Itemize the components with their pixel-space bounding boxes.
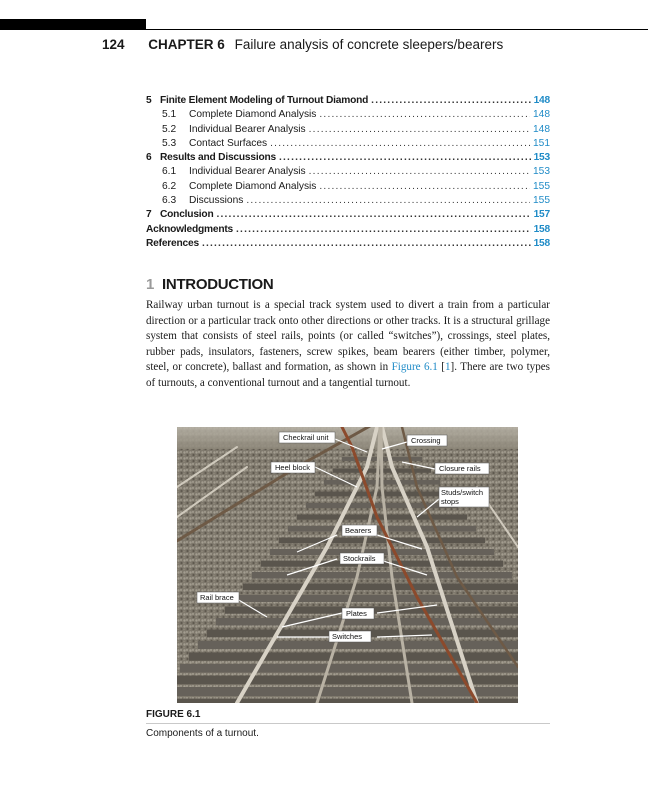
toc-entry-label: Discussions xyxy=(189,195,244,207)
toc-entry-label: References xyxy=(146,237,199,249)
toc-entry-page[interactable]: 148 xyxy=(533,123,550,135)
toc-entry[interactable] xyxy=(146,208,550,222)
toc-leader-dots xyxy=(371,94,530,108)
label-closure-rails: Closure rails xyxy=(439,464,481,473)
label-rail-brace: Rail brace xyxy=(200,593,234,602)
toc-entry-number: 6.2 xyxy=(162,180,177,192)
toc-entry-number: 7 xyxy=(146,209,152,221)
label-plates: Plates xyxy=(346,609,367,618)
toc-entry[interactable] xyxy=(146,151,550,165)
bearer xyxy=(297,515,467,520)
toc-entry-page[interactable]: 158 xyxy=(533,223,550,235)
toc-leader-dots xyxy=(309,165,530,179)
figure-caption xyxy=(146,709,550,739)
toc-entry-page[interactable]: 155 xyxy=(533,195,550,207)
toc-entry[interactable] xyxy=(146,137,550,151)
chapter-title: Failure analysis of concrete sleepers/bearers xyxy=(234,37,504,52)
toc-leader-dots xyxy=(319,180,530,194)
bearer xyxy=(189,653,518,661)
toc-entry-label: Individual Bearer Analysis xyxy=(189,123,306,135)
running-header xyxy=(102,37,503,52)
toc-entry-number: 5 xyxy=(146,95,152,106)
toc-entry-page[interactable]: 148 xyxy=(533,95,550,106)
intro-paragraph: Railway urban turnout is a special track system used to divert a train from a particular direction or a particular track onto other directions or other tracks. It is a structural grillage system that consists of steel rails, points (or called “switches”), crossings, steel plates, rubber pads, insulators, fasteners, screw spikes, beam bearers (either timber, polymer, steel, or concrete), ballast and formation, as shown in Figure 6.1 [1]. There are two types of turnouts, a conventional turnout and a tangential turnout. xyxy=(146,299,551,389)
toc-entry[interactable] xyxy=(146,108,550,122)
toc-entry-page[interactable]: 158 xyxy=(533,237,550,249)
toc-entry-label: Individual Bearer Analysis xyxy=(189,166,306,178)
toc-entry[interactable] xyxy=(146,194,550,208)
turnout-photo xyxy=(177,427,518,703)
toc-entry-label: Contact Surfaces xyxy=(189,137,268,149)
toc-entry-page[interactable]: 148 xyxy=(533,109,550,121)
toc-entry-label: Complete Diamond Analysis xyxy=(189,109,317,121)
toc-entry[interactable] xyxy=(146,237,550,251)
toc-entry-label: Results and Discussions xyxy=(160,152,276,164)
toc-leader-dots xyxy=(202,237,531,251)
toc-entry[interactable] xyxy=(146,94,550,108)
toc-entry-number: 5.2 xyxy=(162,123,177,135)
bearer xyxy=(234,595,518,602)
toc-leader-dots xyxy=(236,223,531,237)
toc-entry-page[interactable]: 153 xyxy=(533,152,550,164)
bearer xyxy=(252,572,512,579)
toc-entry[interactable] xyxy=(146,180,550,194)
reference-link[interactable]: 1 xyxy=(445,361,451,374)
header-bar xyxy=(0,19,146,30)
bearer xyxy=(177,687,518,696)
toc-leader-dots xyxy=(309,123,530,137)
toc-entry[interactable] xyxy=(146,165,550,179)
label-checkrail: Checkrail unit xyxy=(283,433,329,442)
toc-entry-label: Complete Diamond Analysis xyxy=(189,180,317,192)
toc-entry-page[interactable]: 155 xyxy=(533,180,550,192)
bearer xyxy=(177,699,518,704)
toc-entry-number: 5.3 xyxy=(162,137,177,149)
label-heel-block: Heel block xyxy=(275,463,311,472)
toc-entry-number: 5.1 xyxy=(162,109,177,121)
figure-link[interactable]: Figure 6.1 xyxy=(391,361,438,374)
toc-leader-dots xyxy=(279,151,531,165)
figure-label: FIGURE 6.1 xyxy=(146,709,550,724)
label-crossing: Crossing xyxy=(411,436,441,445)
toc-entry-label: Acknowledgments xyxy=(146,223,234,235)
label-bearers: Bearers xyxy=(345,526,372,535)
section-heading xyxy=(146,276,273,293)
bearer xyxy=(279,538,485,544)
bearer xyxy=(306,503,458,508)
toc-entry-page[interactable]: 151 xyxy=(533,137,550,149)
toc-entry-page[interactable]: 157 xyxy=(533,209,550,221)
section-title: INTRODUCTION xyxy=(162,276,274,293)
toc-entry-label: Conclusion xyxy=(160,209,214,221)
toc-leader-dots xyxy=(216,208,530,222)
toc-leader-dots xyxy=(319,108,530,122)
figure-caption-text: Components of a turnout. xyxy=(146,728,259,739)
section-number: 1 xyxy=(146,276,155,293)
label-studs-1: Studs/switch xyxy=(441,488,484,497)
toc-entry-number: 6 xyxy=(146,152,152,164)
toc-entry-number: 6.3 xyxy=(162,195,177,207)
toc-entry-label: Finite Element Modeling of Turnout Diamond xyxy=(160,95,369,106)
toc-entry-number: 6.1 xyxy=(162,166,177,178)
toc-entry[interactable] xyxy=(146,123,550,137)
chapter-label: CHAPTER 6 xyxy=(148,37,225,52)
label-stockrails: Stockrails xyxy=(343,554,376,563)
toc-leader-dots xyxy=(270,137,530,151)
label-studs-2: stops xyxy=(441,497,459,506)
page-number: 124 xyxy=(102,37,125,52)
toc-entry-page[interactable]: 153 xyxy=(533,166,550,178)
toc-leader-dots xyxy=(246,194,530,208)
bearer xyxy=(243,584,518,591)
toc-entry[interactable] xyxy=(146,223,550,237)
table-of-contents xyxy=(146,94,550,251)
header-rule xyxy=(146,29,648,30)
label-switches: Switches xyxy=(332,632,363,641)
